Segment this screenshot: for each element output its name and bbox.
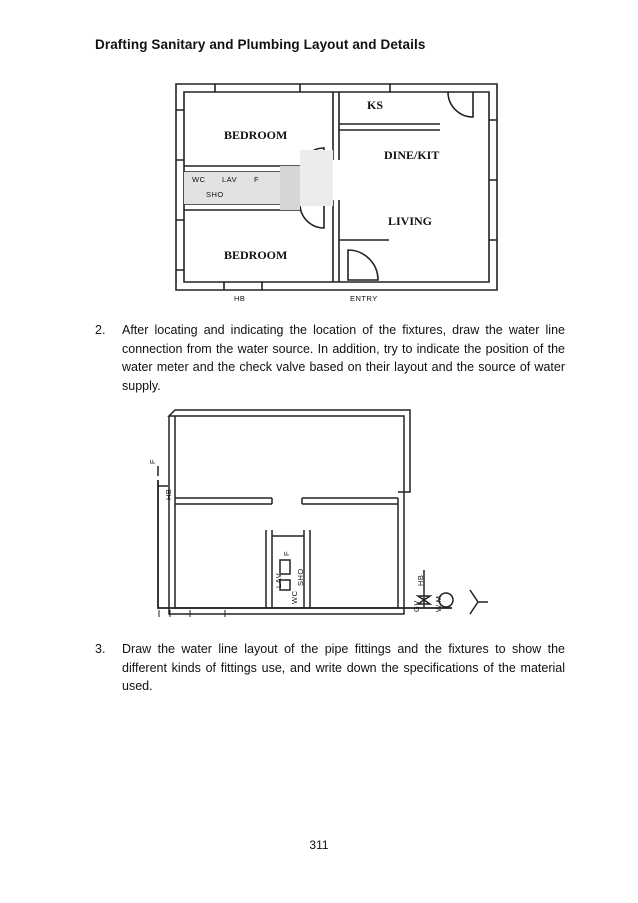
label-hb: HB (234, 294, 246, 303)
label-living: LIVING (388, 214, 433, 228)
wl-label-gv: GV (412, 600, 421, 612)
label-entry: ENTRY (350, 294, 378, 303)
label-wc: WC (192, 175, 206, 184)
label-bedroom-bottom: BEDROOM (224, 248, 288, 262)
label-sho: SHO (206, 190, 224, 199)
label-ks: KS (367, 98, 384, 112)
instruction-2-number: 2. (95, 323, 106, 337)
instruction-3-text: Draw the water line layout of the pipe fittings and the fixtures to show the different kinds of fittings use, and write down the specifications of the material used. (122, 642, 565, 693)
wl-label-f-small: F (282, 550, 291, 556)
wl-label-lav: LAV (274, 572, 283, 588)
wl-label-hb-left: HB (164, 488, 173, 500)
page-header: Drafting Sanitary and Plumbing Layout and Details (95, 37, 426, 52)
label-bedroom-top: BEDROOM (224, 128, 288, 142)
wl-label-sho: SHO (296, 568, 305, 586)
instruction-3-number: 3. (95, 642, 106, 656)
wl-label-f: F (148, 458, 157, 464)
wl-label-wm: W.M (434, 595, 443, 612)
wl-label-hb-right: HB (416, 574, 425, 586)
label-lav: LAV (222, 175, 238, 184)
label-dine-kit: DINE/KIT (384, 148, 440, 162)
page-number: 311 (309, 838, 329, 852)
label-f: F (254, 175, 260, 184)
instruction-2-text: After locating and indicating the location of the fixtures, draw the water line connection from the water source. In addition, try to indicate the position of the water meter and the check valve based on their layout and the source of water supply. (122, 323, 565, 393)
wl-label-wc: WC (290, 590, 299, 604)
instruction-3 (95, 640, 565, 696)
